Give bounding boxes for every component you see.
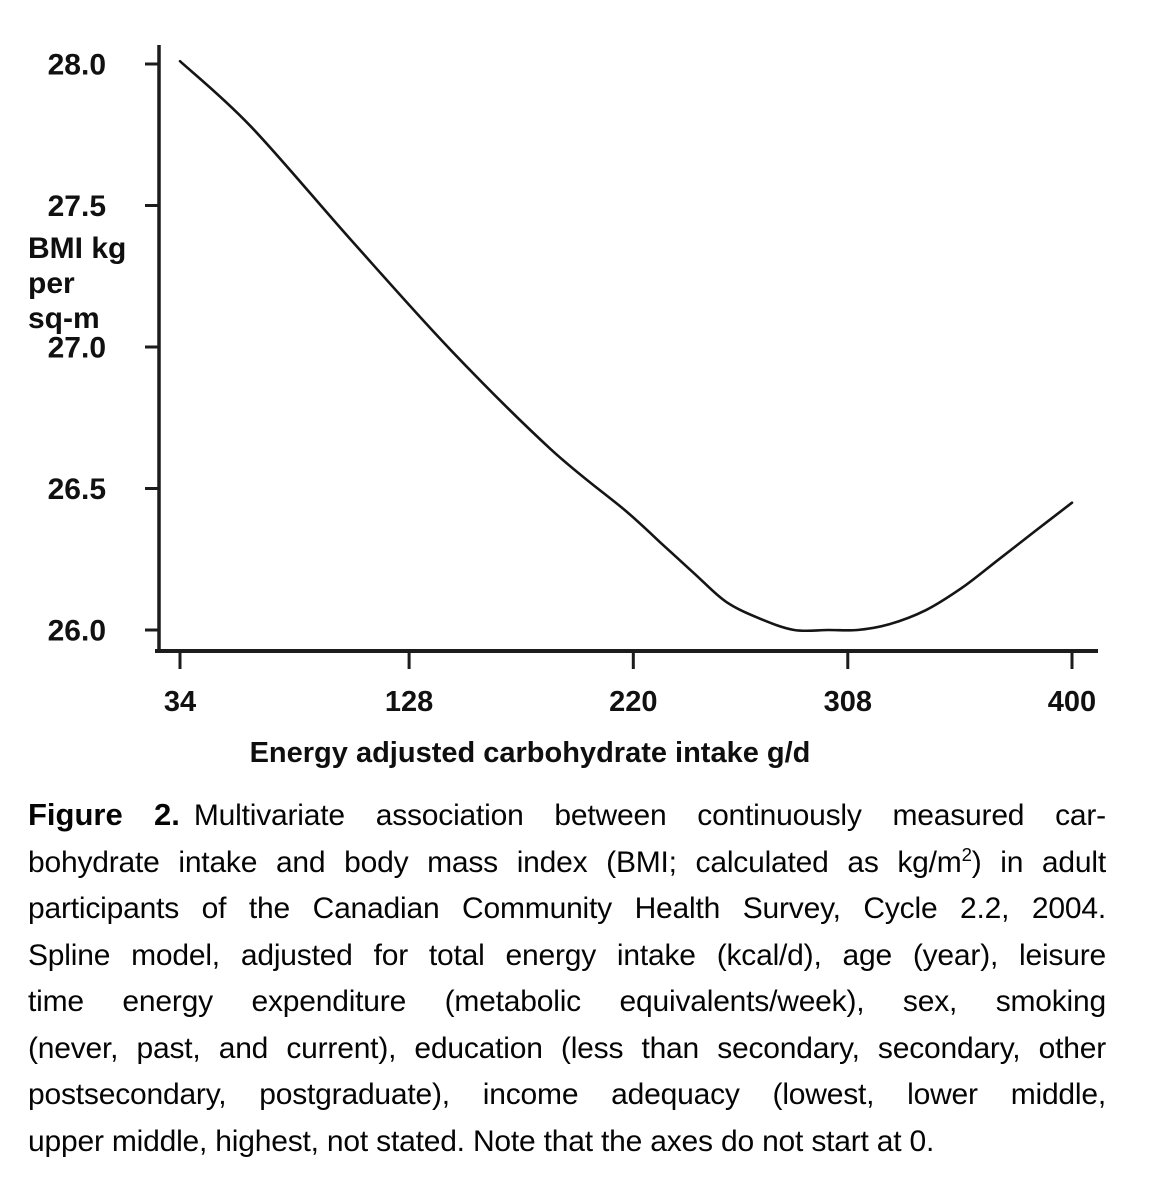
y-axis-title-line: sq-m (28, 302, 100, 335)
x-axis-title: Energy adjusted carbohydrate intake g/d (249, 737, 811, 769)
caption-line: (never, past, and current), education (less than secondary, secondary, other (28, 1031, 1106, 1065)
x-tick-label: 220 (609, 686, 658, 718)
caption-line: participants of the Canadian Community Health Survey, Cycle 2.2, 2004. (28, 892, 1106, 925)
caption-text: Multivariate association between continuously measured car- (193, 799, 1106, 832)
caption-text: ) in adult (971, 845, 1106, 879)
y-axis-title (28, 231, 126, 336)
x-tick-label: 400 (1047, 686, 1097, 718)
x-tick-label: 308 (823, 686, 872, 718)
y-axis-title-line: per (28, 267, 75, 300)
superscript-2: 2 (961, 843, 972, 865)
figure-number-label: Figure 2. (28, 797, 180, 832)
caption-line: upper middle, highest, not stated. Note that the axes do not start at 0. (28, 1124, 935, 1158)
y-tick-label: 28.0 (47, 48, 106, 82)
spline-curve (180, 61, 1072, 631)
y-tick-label: 26.5 (47, 473, 106, 506)
caption-text: bohydrate intake and body mass index (BMI; calculated as kg/m (28, 845, 962, 879)
caption-line (28, 792, 1106, 840)
y-tick-label: 27.5 (47, 190, 106, 223)
x-tick-label: 128 (384, 686, 434, 718)
caption-line (28, 840, 1106, 887)
caption-line: Spline model, adjusted for total energy intake (kcal/d), age (year), leisure (28, 938, 1106, 972)
caption-line: postsecondary, postgraduate), income adequacy (lowest, lower middle, (28, 1078, 1106, 1111)
y-tick-label: 27.0 (47, 331, 106, 365)
x-tick-label: 34 (163, 686, 197, 718)
y-axis-title-line: BMI kg (28, 232, 127, 265)
y-tick-label: 26.0 (47, 614, 106, 648)
caption-line: time energy expenditure (metabolic equivalents/week), sex, smoking (28, 985, 1106, 1018)
figure-caption (28, 792, 1106, 1165)
